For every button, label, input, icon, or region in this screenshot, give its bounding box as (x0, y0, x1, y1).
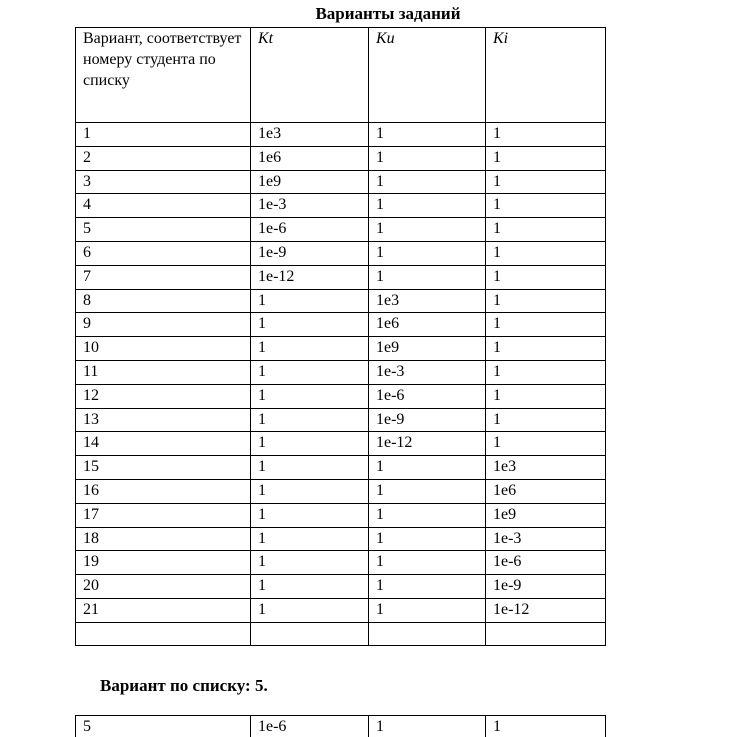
table-cell: 1 (369, 123, 486, 147)
header-row (76, 28, 606, 123)
table-cell: 1 (369, 456, 486, 480)
table-cell: 1 (76, 123, 251, 147)
table-cell: 1 (251, 384, 369, 408)
table-cell: 1 (486, 218, 606, 242)
table-cell: 1e-9 (369, 408, 486, 432)
table-cell: 11 (76, 360, 251, 384)
table-row (76, 456, 606, 480)
table-cell: 1e-12 (369, 432, 486, 456)
table-cell: 1 (251, 598, 369, 622)
table-cell: 1e-6 (251, 715, 369, 737)
table-row (76, 503, 606, 527)
table-row (76, 337, 606, 361)
table-cell: 1e3 (251, 123, 369, 147)
table-row (76, 408, 606, 432)
table-cell: 10 (76, 337, 251, 361)
table-cell: 2 (76, 146, 251, 170)
table-cell: 4 (76, 194, 251, 218)
table-row (76, 194, 606, 218)
table-cell: 1e-6 (369, 384, 486, 408)
table-cell: 1 (251, 527, 369, 551)
table-cell: 1 (251, 289, 369, 313)
table-row (76, 289, 606, 313)
table-cell: 20 (76, 575, 251, 599)
table-row (76, 218, 606, 242)
table-cell: 1 (251, 313, 369, 337)
table-cell: 5 (76, 218, 251, 242)
table-cell: 1 (251, 408, 369, 432)
table-cell: 8 (76, 289, 251, 313)
table-row (76, 360, 606, 384)
table-cell: 1 (251, 456, 369, 480)
table-cell: 18 (76, 527, 251, 551)
table-row (76, 479, 606, 503)
table-cell: 3 (76, 170, 251, 194)
table-cell: 1 (369, 265, 486, 289)
table-cell: 1 (369, 503, 486, 527)
table-cell: 13 (76, 408, 251, 432)
table-cell: 1 (369, 715, 486, 737)
table-cell: 1 (486, 408, 606, 432)
table-cell: 1e6 (486, 479, 606, 503)
page-title: Варианты заданий (315, 4, 461, 23)
table-row (76, 384, 606, 408)
table-cell: 1e-9 (486, 575, 606, 599)
table-cell: 1e6 (251, 146, 369, 170)
table-cell: 1e-3 (369, 360, 486, 384)
table-cell: 1e9 (369, 337, 486, 361)
table-row (76, 123, 606, 147)
table-cell: 1 (369, 575, 486, 599)
table-cell: 1 (486, 241, 606, 265)
table-cell: 1e3 (486, 456, 606, 480)
table-cell: 1 (369, 598, 486, 622)
table-cell: 1e-3 (251, 194, 369, 218)
table-cell: 1 (486, 170, 606, 194)
table-cell: 1e-3 (486, 527, 606, 551)
table-cell: 1e-6 (486, 551, 606, 575)
table-cell: 1e-12 (251, 265, 369, 289)
table-cell: 1e9 (251, 170, 369, 194)
table-cell: 1 (486, 337, 606, 361)
column-header-variant: Вариант, соответствует номеру студента по списку (76, 28, 251, 123)
table-row (76, 622, 606, 645)
table-cell: 1 (251, 479, 369, 503)
table-cell: 1e9 (486, 503, 606, 527)
table-cell: 1 (486, 715, 606, 737)
table-cell: 1e-9 (251, 241, 369, 265)
variants-table (75, 27, 606, 646)
table-row (76, 170, 606, 194)
selected-variant-table (75, 715, 606, 737)
table-cell: 5 (76, 715, 251, 737)
table-row (76, 313, 606, 337)
table-cell: 1 (486, 146, 606, 170)
table-cell: 1 (251, 432, 369, 456)
table-row (76, 241, 606, 265)
table-row (76, 551, 606, 575)
table-cell: 1 (251, 575, 369, 599)
table-cell: 15 (76, 456, 251, 480)
table-row (76, 575, 606, 599)
table-cell: 1 (369, 170, 486, 194)
table-cell: 1e3 (369, 289, 486, 313)
table-cell: 1e6 (369, 313, 486, 337)
table-cell: 1 (486, 194, 606, 218)
table-cell: 1 (369, 527, 486, 551)
table-cell: 1 (251, 551, 369, 575)
table-cell: 19 (76, 551, 251, 575)
column-header-kt: Kt (251, 28, 369, 123)
table-cell: 1 (486, 432, 606, 456)
table-cell (76, 622, 251, 645)
table-cell: 1 (486, 265, 606, 289)
table-cell (486, 622, 606, 645)
table-row (76, 527, 606, 551)
table-cell: 21 (76, 598, 251, 622)
table-cell: 16 (76, 479, 251, 503)
table-cell: 1 (251, 337, 369, 361)
selected-variant-caption: Вариант по списку: 5. (100, 675, 268, 695)
table-cell (369, 622, 486, 645)
table-cell: 1e-6 (251, 218, 369, 242)
table-cell (251, 622, 369, 645)
table-cell: 1 (369, 218, 486, 242)
table-row (76, 432, 606, 456)
table-row (76, 146, 606, 170)
table-cell: 17 (76, 503, 251, 527)
table-cell: 1 (369, 551, 486, 575)
table-cell: 1 (486, 313, 606, 337)
table-cell: 1 (486, 123, 606, 147)
table-cell: 6 (76, 241, 251, 265)
table-cell: 1 (251, 503, 369, 527)
table-cell: 1 (369, 479, 486, 503)
table-row (76, 715, 606, 737)
table-cell: 1 (369, 194, 486, 218)
table-cell: 1 (369, 241, 486, 265)
table-cell: 1 (251, 360, 369, 384)
table-cell: 1 (369, 146, 486, 170)
table-cell: 1e-12 (486, 598, 606, 622)
table-cell: 1 (486, 384, 606, 408)
table-cell: 1 (486, 289, 606, 313)
table-cell: 14 (76, 432, 251, 456)
table-row (76, 265, 606, 289)
column-header-ki: Ki (486, 28, 606, 123)
table-cell: 9 (76, 313, 251, 337)
table-row (76, 598, 606, 622)
column-header-ku: Ku (369, 28, 486, 123)
table-cell: 7 (76, 265, 251, 289)
table-cell: 12 (76, 384, 251, 408)
table-cell: 1 (486, 360, 606, 384)
